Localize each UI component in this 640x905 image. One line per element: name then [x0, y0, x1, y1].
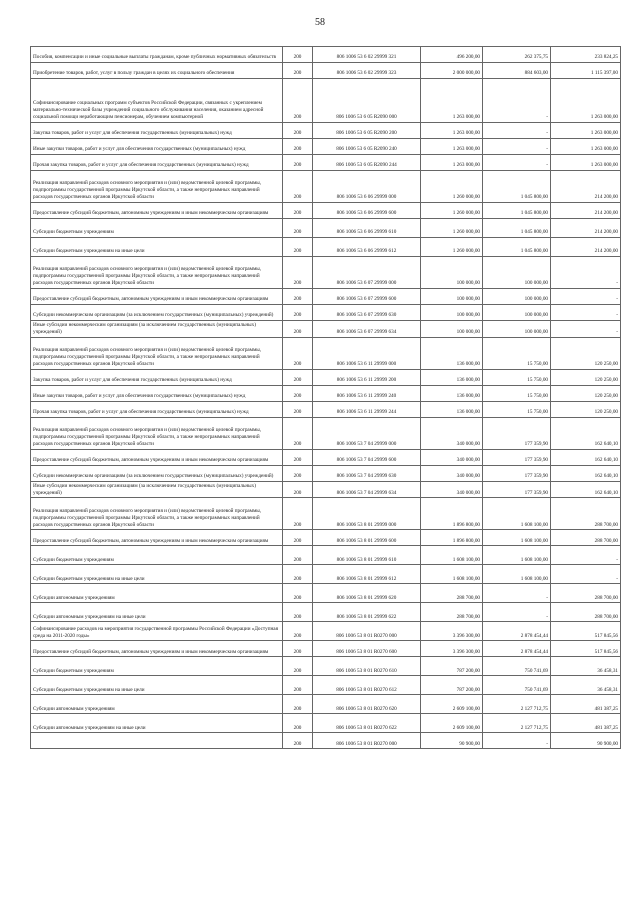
executed-amount-cell: 1 608 100,00 — [483, 530, 551, 546]
classification-code-cell: 806 1006 53 8 01 29999 620 — [313, 584, 421, 603]
approved-amount-cell: 1 608 100,00 — [421, 565, 483, 584]
expense-name-cell: Закупка товаров, работ и услуг для обеспечения государственных (муниципальных) нужд — [31, 123, 283, 139]
unexecuted-amount-cell: 162 640,10 — [551, 465, 621, 481]
table-row — [31, 155, 621, 171]
table-row — [31, 546, 621, 565]
line-code-cell: 200 — [283, 203, 313, 219]
unexecuted-amount-cell: 1 263 000,00 — [551, 139, 621, 155]
expense-name-cell: Субсидии некоммерческим организациям (за исключением государственных (муниципальных) учреждений) — [31, 305, 283, 321]
unexecuted-amount-cell: 1 263 000,00 — [551, 155, 621, 171]
line-code-cell: 200 — [283, 714, 313, 733]
table-row — [31, 203, 621, 219]
unexecuted-amount-cell: 162 640,10 — [551, 481, 621, 498]
line-code-cell: 200 — [283, 337, 313, 369]
executed-amount-cell: 2 127 712,75 — [483, 714, 551, 733]
unexecuted-amount-cell: 288 700,00 — [551, 530, 621, 546]
approved-amount-cell: 1 263 000,00 — [421, 139, 483, 155]
approved-amount-cell: 340 000,00 — [421, 481, 483, 498]
expense-name-cell: Софинансирование социальных программ субъектов Российской Федерации, связанных с укреплением материально-технической базы учреждений социального обслуживания населения, оказанием адресной социальной помощи неработающим пенсионерам, обучением компьютерной — [31, 79, 283, 123]
table-row — [31, 337, 621, 369]
unexecuted-amount-cell: 1 115 397,00 — [551, 63, 621, 79]
approved-amount-cell: 100 000,00 — [421, 289, 483, 305]
unexecuted-amount-cell: 90 900,00 — [551, 733, 621, 749]
expense-name-cell: Прочая закупка товаров, работ и услуг для обеспечения государственных (муниципальных) нужд — [31, 401, 283, 417]
table-row — [31, 417, 621, 449]
table-row — [31, 714, 621, 733]
classification-code-cell: 806 1006 53 8 01 R0270 610 — [313, 657, 421, 676]
unexecuted-amount-cell: 517 845,56 — [551, 641, 621, 657]
expense-name-cell: Софинансирование расходов на мероприятия государственной программы Российской Федерации «Доступная среда на 2011-2020 годы» — [31, 622, 283, 641]
line-code-cell: 200 — [283, 139, 313, 155]
line-code-cell: 200 — [283, 465, 313, 481]
executed-amount-cell: - — [483, 603, 551, 622]
expense-name-cell: Субсидии бюджетным учреждениям на иные цели — [31, 565, 283, 584]
classification-code-cell: 806 1006 53 6 11 29999 000 — [313, 337, 421, 369]
table-row — [31, 641, 621, 657]
line-code-cell: 200 — [283, 417, 313, 449]
table-row — [31, 657, 621, 676]
executed-amount-cell: 884 603,00 — [483, 63, 551, 79]
unexecuted-amount-cell: 481 387,25 — [551, 714, 621, 733]
approved-amount-cell: 288 700,00 — [421, 584, 483, 603]
expense-name-cell: Предоставление субсидий бюджетным, автономным учреждениям и иным некоммерческим организациям — [31, 449, 283, 465]
approved-amount-cell: 100 000,00 — [421, 321, 483, 338]
table-row — [31, 565, 621, 584]
classification-code-cell: 806 1006 53 6 07 29999 634 — [313, 321, 421, 338]
executed-amount-cell: 100 000,00 — [483, 305, 551, 321]
table-row — [31, 238, 621, 257]
table-row — [31, 305, 621, 321]
table-row — [31, 123, 621, 139]
executed-amount-cell: 15 750,00 — [483, 385, 551, 401]
classification-code-cell: 806 1006 53 6 06 29999 000 — [313, 171, 421, 203]
executed-amount-cell: 177 359,90 — [483, 481, 551, 498]
unexecuted-amount-cell: - — [551, 546, 621, 565]
expense-name-cell: Реализация направлений расходов основного мероприятия и (или) ведомственной целевой программы, подпрограммы государственной программы Иркутской области, а также непрограммных направлений расходов государственных органов Иркутской области — [31, 417, 283, 449]
budget-execution-table — [30, 46, 621, 749]
table-row — [31, 321, 621, 338]
executed-amount-cell: 2 878 454,44 — [483, 641, 551, 657]
classification-code-cell: 806 1006 53 7 04 29999 000 — [313, 417, 421, 449]
table-row — [31, 481, 621, 498]
expense-name-cell: Иные субсидии некоммерческим организациям (за исключением государственных (муниципальных) учреждений) — [31, 481, 283, 498]
line-code-cell: 200 — [283, 321, 313, 338]
classification-code-cell: 806 1006 53 6 11 29999 244 — [313, 401, 421, 417]
executed-amount-cell: 1 608 100,00 — [483, 546, 551, 565]
line-code-cell: 200 — [283, 565, 313, 584]
expense-name-cell: Субсидии автономным учреждениям — [31, 695, 283, 714]
approved-amount-cell: 100 000,00 — [421, 305, 483, 321]
approved-amount-cell: 1 263 000,00 — [421, 79, 483, 123]
expense-name-cell: Предоставление субсидий бюджетным, автономным учреждениям и иным некоммерческим организациям — [31, 289, 283, 305]
table-row — [31, 63, 621, 79]
unexecuted-amount-cell: 1 263 000,00 — [551, 123, 621, 139]
line-code-cell: 200 — [283, 79, 313, 123]
expense-name-cell: Субсидии бюджетным учреждениям — [31, 657, 283, 676]
classification-code-cell: 806 1006 53 8 01 29999 610 — [313, 546, 421, 565]
classification-code-cell: 806 1006 53 8 01 29999 622 — [313, 603, 421, 622]
approved-amount-cell: 496 200,00 — [421, 47, 483, 63]
executed-amount-cell: 100 000,00 — [483, 289, 551, 305]
line-code-cell: 200 — [283, 546, 313, 565]
executed-amount-cell: 177 359,90 — [483, 449, 551, 465]
line-code-cell: 200 — [283, 123, 313, 139]
expense-name-cell — [31, 733, 283, 749]
expense-name-cell: Реализация направлений расходов основного мероприятия и (или) ведомственной целевой программы, подпрограммы государственной программы Иркутской области, а также непрограммных направлений расходов государственных органов Иркутской области — [31, 337, 283, 369]
line-code-cell: 200 — [283, 63, 313, 79]
approved-amount-cell: 2 609 100,00 — [421, 695, 483, 714]
unexecuted-amount-cell: 120 250,00 — [551, 401, 621, 417]
line-code-cell: 200 — [283, 219, 313, 238]
table-row — [31, 257, 621, 289]
expense-name-cell: Предоставление субсидий бюджетным, автономным учреждениям и иным некоммерческим организациям — [31, 203, 283, 219]
approved-amount-cell: 288 700,00 — [421, 603, 483, 622]
table-row — [31, 79, 621, 123]
expense-name-cell: Прочая закупка товаров, работ и услуг для обеспечения государственных (муниципальных) нужд — [31, 155, 283, 171]
line-code-cell: 200 — [283, 449, 313, 465]
executed-amount-cell: - — [483, 584, 551, 603]
table-row — [31, 498, 621, 530]
line-code-cell: 200 — [283, 733, 313, 749]
executed-amount-cell: 2 127 712,75 — [483, 695, 551, 714]
executed-amount-cell: 2 878 454,44 — [483, 622, 551, 641]
line-code-cell: 200 — [283, 498, 313, 530]
executed-amount-cell: - — [483, 79, 551, 123]
approved-amount-cell: 2 609 100,00 — [421, 714, 483, 733]
classification-code-cell: 806 1006 53 8 01 R0270 000 — [313, 733, 421, 749]
expense-name-cell: Предоставление субсидий бюджетным, автономным учреждениям и иным некоммерческим организациям — [31, 530, 283, 546]
unexecuted-amount-cell: 288 700,00 — [551, 584, 621, 603]
approved-amount-cell: 2 000 000,00 — [421, 63, 483, 79]
classification-code-cell: 806 1006 53 8 01 29999 600 — [313, 530, 421, 546]
unexecuted-amount-cell: 288 700,00 — [551, 498, 621, 530]
classification-code-cell: 806 1006 53 7 04 29999 634 — [313, 481, 421, 498]
unexecuted-amount-cell: 120 250,00 — [551, 385, 621, 401]
expense-name-cell: Иные субсидии некоммерческим организациям (за исключением государственных (муниципальных) учреждений) — [31, 321, 283, 338]
executed-amount-cell: 1 608 100,00 — [483, 565, 551, 584]
line-code-cell: 200 — [283, 657, 313, 676]
line-code-cell: 200 — [283, 641, 313, 657]
unexecuted-amount-cell: 36 458,31 — [551, 676, 621, 695]
expense-name-cell: Субсидии бюджетным учреждениям на иные цели — [31, 238, 283, 257]
unexecuted-amount-cell: 214 200,00 — [551, 203, 621, 219]
expense-name-cell: Иные закупки товаров, работ и услуг для обеспечения государственных (муниципальных) нужд — [31, 139, 283, 155]
expense-name-cell: Субсидии автономным учреждениям на иные цели — [31, 714, 283, 733]
executed-amount-cell: - — [483, 139, 551, 155]
line-code-cell: 200 — [283, 401, 313, 417]
classification-code-cell: 806 1006 53 6 02 29999 323 — [313, 63, 421, 79]
table-row — [31, 219, 621, 238]
approved-amount-cell: 1 896 800,00 — [421, 498, 483, 530]
table-row — [31, 695, 621, 714]
unexecuted-amount-cell: - — [551, 321, 621, 338]
classification-code-cell: 806 1006 53 6 02 29999 321 — [313, 47, 421, 63]
line-code-cell: 200 — [283, 289, 313, 305]
classification-code-cell: 806 1006 53 6 05 R2090 000 — [313, 79, 421, 123]
executed-amount-cell: 750 741,69 — [483, 676, 551, 695]
line-code-cell: 200 — [283, 385, 313, 401]
classification-code-cell: 806 1006 53 6 11 29999 240 — [313, 385, 421, 401]
line-code-cell: 200 — [283, 305, 313, 321]
classification-code-cell: 806 1006 53 7 04 29999 630 — [313, 465, 421, 481]
expense-name-cell: Субсидии некоммерческим организациям (за исключением государственных (муниципальных) учреждений) — [31, 465, 283, 481]
classification-code-cell: 806 1006 53 8 01 R0270 000 — [313, 622, 421, 641]
line-code-cell: 200 — [283, 603, 313, 622]
classification-code-cell: 806 1006 53 6 06 29999 610 — [313, 219, 421, 238]
classification-code-cell: 806 1006 53 6 07 29999 600 — [313, 289, 421, 305]
page-number: 58 — [315, 17, 325, 28]
classification-code-cell: 806 1006 53 6 06 29999 600 — [313, 203, 421, 219]
unexecuted-amount-cell: 481 387,25 — [551, 695, 621, 714]
approved-amount-cell: 1 260 000,00 — [421, 203, 483, 219]
unexecuted-amount-cell: 214 200,00 — [551, 238, 621, 257]
line-code-cell: 200 — [283, 369, 313, 385]
unexecuted-amount-cell: - — [551, 289, 621, 305]
approved-amount-cell: 3 396 300,00 — [421, 641, 483, 657]
approved-amount-cell: 340 000,00 — [421, 449, 483, 465]
table-row — [31, 676, 621, 695]
unexecuted-amount-cell: 288 700,00 — [551, 603, 621, 622]
classification-code-cell: 806 1006 53 6 06 29999 612 — [313, 238, 421, 257]
executed-amount-cell: 15 750,00 — [483, 337, 551, 369]
approved-amount-cell: 136 000,00 — [421, 337, 483, 369]
approved-amount-cell: 90 900,00 — [421, 733, 483, 749]
line-code-cell: 200 — [283, 47, 313, 63]
expense-name-cell: Субсидии автономным учреждениям — [31, 584, 283, 603]
classification-code-cell: 806 1006 53 7 04 29999 600 — [313, 449, 421, 465]
classification-code-cell: 806 1006 53 6 05 R2090 200 — [313, 123, 421, 139]
table-row — [31, 385, 621, 401]
executed-amount-cell: 1 608 100,00 — [483, 498, 551, 530]
table-row — [31, 530, 621, 546]
approved-amount-cell: 1 608 100,00 — [421, 546, 483, 565]
line-code-cell: 200 — [283, 481, 313, 498]
expense-name-cell: Предоставление субсидий бюджетным, автономным учреждениям и иным некоммерческим организациям — [31, 641, 283, 657]
unexecuted-amount-cell: 1 263 000,00 — [551, 79, 621, 123]
unexecuted-amount-cell: - — [551, 565, 621, 584]
expense-name-cell: Закупка товаров, работ и услуг для обеспечения государственных (муниципальных) нужд — [31, 369, 283, 385]
table-row — [31, 171, 621, 203]
expense-name-cell: Субсидии бюджетным учреждениям на иные цели — [31, 676, 283, 695]
approved-amount-cell: 1 263 000,00 — [421, 155, 483, 171]
executed-amount-cell: 750 741,69 — [483, 657, 551, 676]
approved-amount-cell: 787 200,00 — [421, 657, 483, 676]
approved-amount-cell: 787 200,00 — [421, 676, 483, 695]
approved-amount-cell: 136 000,00 — [421, 401, 483, 417]
line-code-cell: 200 — [283, 695, 313, 714]
line-code-cell: 200 — [283, 584, 313, 603]
executed-amount-cell: 100 000,00 — [483, 257, 551, 289]
classification-code-cell: 806 1006 53 8 01 R0270 620 — [313, 695, 421, 714]
unexecuted-amount-cell: - — [551, 305, 621, 321]
executed-amount-cell: 100 000,00 — [483, 321, 551, 338]
unexecuted-amount-cell: 162 640,10 — [551, 449, 621, 465]
unexecuted-amount-cell: 214 200,00 — [551, 219, 621, 238]
expense-name-cell: Пособия, компенсации и иные социальные выплаты гражданам, кроме публичных нормативных обязательств — [31, 47, 283, 63]
table-row — [31, 603, 621, 622]
expense-name-cell: Субсидии бюджетным учреждениям — [31, 219, 283, 238]
executed-amount-cell: 15 750,00 — [483, 401, 551, 417]
executed-amount-cell: 1 045 800,00 — [483, 219, 551, 238]
expense-name-cell: Субсидии бюджетным учреждениям — [31, 546, 283, 565]
executed-amount-cell: 262 375,75 — [483, 47, 551, 63]
table-row — [31, 369, 621, 385]
expense-name-cell: Реализация направлений расходов основного мероприятия и (или) ведомственной целевой программы, подпрограммы государственной программы Иркутской области, а также непрограммных направлений расходов государственных органов Иркутской области — [31, 257, 283, 289]
executed-amount-cell: - — [483, 155, 551, 171]
approved-amount-cell: 340 000,00 — [421, 465, 483, 481]
classification-code-cell: 806 1006 53 8 01 29999 000 — [313, 498, 421, 530]
expense-name-cell: Приобретение товаров, работ, услуг в пользу граждан в целях их социального обеспечения — [31, 63, 283, 79]
unexecuted-amount-cell: 120 250,00 — [551, 369, 621, 385]
executed-amount-cell: 1 045 800,00 — [483, 171, 551, 203]
classification-code-cell: 806 1006 53 6 05 R2090 244 — [313, 155, 421, 171]
table-row — [31, 465, 621, 481]
table-row — [31, 449, 621, 465]
table-row — [31, 289, 621, 305]
unexecuted-amount-cell: 517 845,56 — [551, 622, 621, 641]
approved-amount-cell: 100 000,00 — [421, 257, 483, 289]
executed-amount-cell: - — [483, 733, 551, 749]
classification-code-cell: 806 1006 53 6 05 R2090 240 — [313, 139, 421, 155]
table-row — [31, 584, 621, 603]
approved-amount-cell: 1 896 800,00 — [421, 530, 483, 546]
expense-name-cell: Субсидии автономным учреждениям на иные цели — [31, 603, 283, 622]
line-code-cell: 200 — [283, 155, 313, 171]
table-row — [31, 401, 621, 417]
classification-code-cell: 806 1006 53 6 07 29999 630 — [313, 305, 421, 321]
executed-amount-cell: 15 750,00 — [483, 369, 551, 385]
unexecuted-amount-cell: 214 200,00 — [551, 171, 621, 203]
executed-amount-cell: 177 359,90 — [483, 465, 551, 481]
classification-code-cell: 806 1006 53 8 01 R0270 622 — [313, 714, 421, 733]
line-code-cell: 200 — [283, 171, 313, 203]
table-row — [31, 47, 621, 63]
approved-amount-cell: 1 260 000,00 — [421, 171, 483, 203]
unexecuted-amount-cell: 162 640,10 — [551, 417, 621, 449]
executed-amount-cell: 177 359,90 — [483, 417, 551, 449]
unexecuted-amount-cell: - — [551, 257, 621, 289]
executed-amount-cell: 1 045 800,00 — [483, 203, 551, 219]
line-code-cell: 200 — [283, 676, 313, 695]
line-code-cell: 200 — [283, 257, 313, 289]
approved-amount-cell: 136 000,00 — [421, 369, 483, 385]
table-row — [31, 622, 621, 641]
expense-name-cell: Иные закупки товаров, работ и услуг для обеспечения государственных (муниципальных) нужд — [31, 385, 283, 401]
classification-code-cell: 806 1006 53 6 11 29999 200 — [313, 369, 421, 385]
approved-amount-cell: 1 263 000,00 — [421, 123, 483, 139]
unexecuted-amount-cell: 233 824,25 — [551, 47, 621, 63]
approved-amount-cell: 136 000,00 — [421, 385, 483, 401]
executed-amount-cell: 1 045 800,00 — [483, 238, 551, 257]
line-code-cell: 200 — [283, 530, 313, 546]
unexecuted-amount-cell: 36 458,31 — [551, 657, 621, 676]
approved-amount-cell: 1 260 000,00 — [421, 238, 483, 257]
unexecuted-amount-cell: 120 250,00 — [551, 337, 621, 369]
approved-amount-cell: 3 396 300,00 — [421, 622, 483, 641]
classification-code-cell: 806 1006 53 6 07 29999 000 — [313, 257, 421, 289]
classification-code-cell: 806 1006 53 8 01 R0270 612 — [313, 676, 421, 695]
table-row — [31, 733, 621, 749]
expense-name-cell: Реализация направлений расходов основного мероприятия и (или) ведомственной целевой программы, подпрограммы государственной программы Иркутской области, а также непрограммных направлений расходов государственных органов Иркутской области — [31, 498, 283, 530]
executed-amount-cell: - — [483, 123, 551, 139]
line-code-cell: 200 — [283, 238, 313, 257]
expense-name-cell: Реализация направлений расходов основного мероприятия и (или) ведомственной целевой программы, подпрограммы государственной программы Иркутской области, а также непрограммных направлений расходов государственных органов Иркутской области — [31, 171, 283, 203]
classification-code-cell: 806 1006 53 8 01 29999 612 — [313, 565, 421, 584]
line-code-cell: 200 — [283, 622, 313, 641]
classification-code-cell: 806 1006 53 8 01 R0270 600 — [313, 641, 421, 657]
table-row — [31, 139, 621, 155]
approved-amount-cell: 1 260 000,00 — [421, 219, 483, 238]
approved-amount-cell: 340 000,00 — [421, 417, 483, 449]
